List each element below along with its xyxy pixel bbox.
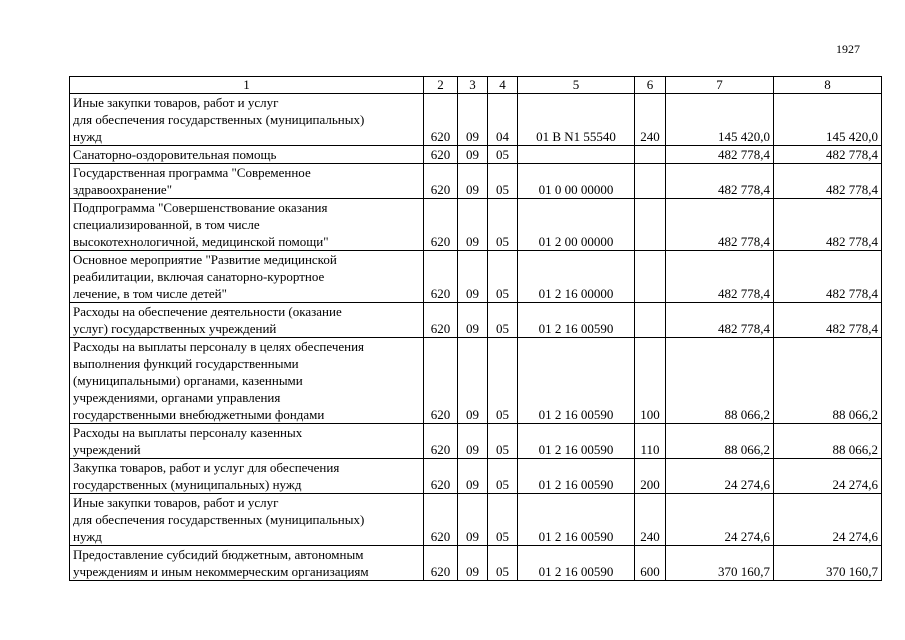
cell-amount-2: 370 160,7 — [774, 546, 882, 581]
cell-admin-code: 620 — [424, 303, 458, 338]
cell-amount-2: 145 420,0 — [774, 94, 882, 146]
cell-target-article: 01 2 00 00000 — [518, 199, 635, 251]
cell-subsection: 04 — [488, 94, 518, 146]
cell-subsection: 05 — [488, 199, 518, 251]
cell-amount-1: 482 778,4 — [666, 199, 774, 251]
table-row — [70, 494, 882, 546]
cell-section: 09 — [458, 424, 488, 459]
cell-target-article — [518, 146, 635, 164]
cell-subsection: 05 — [488, 146, 518, 164]
cell-amount-1: 88 066,2 — [666, 424, 774, 459]
cell-amount-1: 482 778,4 — [666, 164, 774, 199]
cell-name: Санаторно-оздоровительная помощь — [70, 146, 424, 164]
cell-section: 09 — [458, 164, 488, 199]
cell-section: 09 — [458, 459, 488, 494]
cell-subsection: 05 — [488, 303, 518, 338]
cell-expense-type: 240 — [635, 494, 666, 546]
cell-admin-code: 620 — [424, 546, 458, 581]
cell-admin-code: 620 — [424, 94, 458, 146]
table-header-row — [70, 77, 882, 94]
cell-name: Закупка товаров, работ и услуг для обеспечения государственных (муниципальных) нужд — [70, 459, 424, 494]
cell-target-article: 01 0 00 00000 — [518, 164, 635, 199]
cell-name: Государственная программа "Современное здравоохранение" — [70, 164, 424, 199]
cell-amount-2: 24 274,6 — [774, 494, 882, 546]
cell-subsection: 05 — [488, 494, 518, 546]
cell-amount-1: 24 274,6 — [666, 494, 774, 546]
column-header: 2 — [424, 77, 458, 94]
cell-subsection: 05 — [488, 546, 518, 581]
cell-subsection: 05 — [488, 338, 518, 424]
cell-expense-type — [635, 251, 666, 303]
table-body — [70, 77, 882, 581]
cell-admin-code: 620 — [424, 199, 458, 251]
cell-target-article: 01 2 16 00590 — [518, 338, 635, 424]
cell-admin-code: 620 — [424, 459, 458, 494]
cell-amount-1: 482 778,4 — [666, 303, 774, 338]
table-row — [70, 303, 882, 338]
column-header: 4 — [488, 77, 518, 94]
cell-amount-2: 482 778,4 — [774, 303, 882, 338]
cell-target-article: 01 2 16 00590 — [518, 303, 635, 338]
cell-target-article: 01 2 16 00590 — [518, 424, 635, 459]
cell-subsection: 05 — [488, 459, 518, 494]
cell-expense-type: 200 — [635, 459, 666, 494]
cell-expense-type: 100 — [635, 338, 666, 424]
cell-admin-code: 620 — [424, 146, 458, 164]
column-header: 3 — [458, 77, 488, 94]
column-header: 7 — [666, 77, 774, 94]
column-header: 8 — [774, 77, 882, 94]
cell-admin-code: 620 — [424, 494, 458, 546]
cell-section: 09 — [458, 251, 488, 303]
cell-expense-type — [635, 164, 666, 199]
table-row — [70, 146, 882, 164]
page-number: 1927 — [836, 42, 860, 56]
table-row — [70, 251, 882, 303]
cell-amount-2: 88 066,2 — [774, 424, 882, 459]
cell-amount-1: 88 066,2 — [666, 338, 774, 424]
table-row — [70, 459, 882, 494]
cell-name: Основное мероприятие "Развитие медицинской реабилитации, включая санаторно-курортное лечение, в том числе детей" — [70, 251, 424, 303]
table-row — [70, 424, 882, 459]
cell-name: Расходы на выплаты персоналу казенных учреждений — [70, 424, 424, 459]
table-row — [70, 199, 882, 251]
cell-target-article: 01 2 16 00590 — [518, 546, 635, 581]
cell-amount-2: 88 066,2 — [774, 338, 882, 424]
cell-admin-code: 620 — [424, 251, 458, 303]
cell-target-article: 01 2 16 00590 — [518, 494, 635, 546]
cell-amount-2: 482 778,4 — [774, 146, 882, 164]
column-header: 6 — [635, 77, 666, 94]
cell-name: Предоставление субсидий бюджетным, автономным учреждениям и иным некоммерческим организациям — [70, 546, 424, 581]
cell-section: 09 — [458, 338, 488, 424]
cell-subsection: 05 — [488, 424, 518, 459]
cell-amount-1: 482 778,4 — [666, 146, 774, 164]
cell-amount-2: 482 778,4 — [774, 199, 882, 251]
cell-amount-1: 370 160,7 — [666, 546, 774, 581]
cell-expense-type: 110 — [635, 424, 666, 459]
cell-target-article: 01 2 16 00590 — [518, 459, 635, 494]
budget-table — [69, 76, 882, 581]
cell-subsection: 05 — [488, 164, 518, 199]
cell-amount-2: 482 778,4 — [774, 164, 882, 199]
cell-name: Подпрограмма "Совершенствование оказания специализированной, в том числе высокотехнологичной, медицинской помощи" — [70, 199, 424, 251]
cell-section: 09 — [458, 146, 488, 164]
cell-amount-1: 145 420,0 — [666, 94, 774, 146]
cell-amount-2: 482 778,4 — [774, 251, 882, 303]
table-row — [70, 164, 882, 199]
cell-section: 09 — [458, 199, 488, 251]
cell-expense-type — [635, 146, 666, 164]
cell-target-article: 01 В N1 55540 — [518, 94, 635, 146]
table-row — [70, 94, 882, 146]
cell-target-article: 01 2 16 00000 — [518, 251, 635, 303]
cell-expense-type — [635, 303, 666, 338]
table-row — [70, 338, 882, 424]
cell-expense-type — [635, 199, 666, 251]
table-row — [70, 546, 882, 581]
cell-expense-type: 240 — [635, 94, 666, 146]
cell-name: Расходы на выплаты персоналу в целях обеспечения выполнения функций государственными (муниципальными) органами, казенными учреждениями, органами управления государственными внебюджетными фондами — [70, 338, 424, 424]
cell-section: 09 — [458, 303, 488, 338]
cell-section: 09 — [458, 494, 488, 546]
cell-admin-code: 620 — [424, 164, 458, 199]
cell-amount-1: 24 274,6 — [666, 459, 774, 494]
column-header: 1 — [70, 77, 424, 94]
cell-section: 09 — [458, 546, 488, 581]
column-header: 5 — [518, 77, 635, 94]
cell-name: Иные закупки товаров, работ и услуг для обеспечения государственных (муниципальных) нужд — [70, 94, 424, 146]
cell-section: 09 — [458, 94, 488, 146]
cell-admin-code: 620 — [424, 424, 458, 459]
cell-expense-type: 600 — [635, 546, 666, 581]
cell-amount-2: 24 274,6 — [774, 459, 882, 494]
cell-subsection: 05 — [488, 251, 518, 303]
cell-admin-code: 620 — [424, 338, 458, 424]
cell-name: Иные закупки товаров, работ и услуг для обеспечения государственных (муниципальных) нужд — [70, 494, 424, 546]
cell-amount-1: 482 778,4 — [666, 251, 774, 303]
cell-name: Расходы на обеспечение деятельности (оказание услуг) государственных учреждений — [70, 303, 424, 338]
